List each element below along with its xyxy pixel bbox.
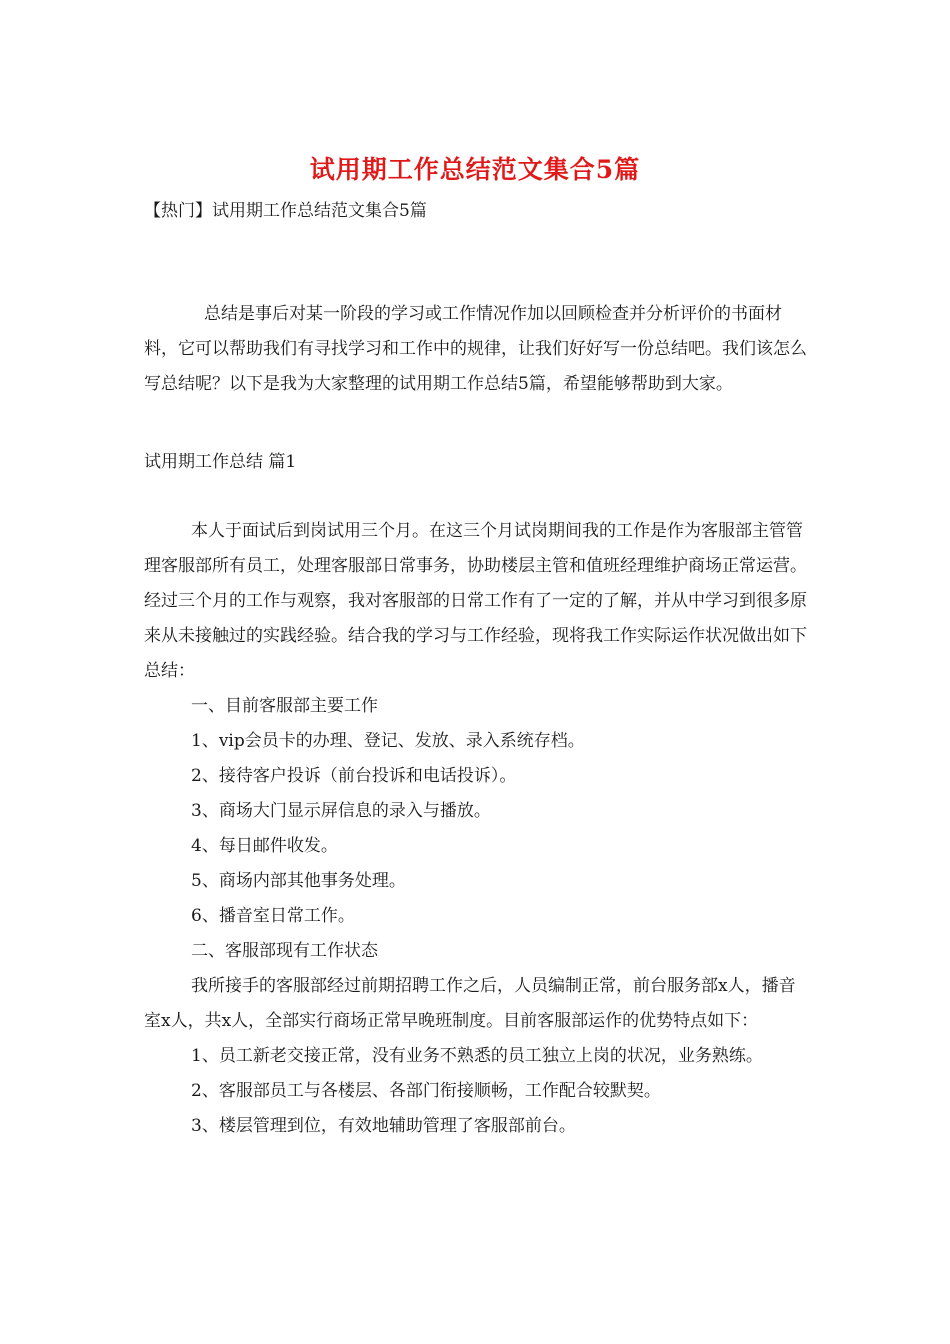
- paragraph: 本人于面试后到岗试用三个月。在这三个月试岗期间我的工作是作为客服部主管管理客服部所有员工，处理客服部日常事务，协助楼层主管和值班经理维护商场正常运营。经过三个月的工作与观察，我对客服部的日常工作有了一定的了解，并从中学习到很多原来从未接触过的实践经验。结合我的学习与工作经验，现将我工作实际运作状况做出如下总结：: [144, 521, 807, 681]
- document-title: 试用期工作总结范文集合5篇: [309, 155, 641, 184]
- paragraph: 5、商场内部其他事务处理。: [191, 871, 406, 891]
- document-subtitle: 【热门】试用期工作总结范文集合5篇: [144, 201, 427, 221]
- body-text: [144, 514, 808, 1144]
- paragraph: 4、每日邮件收发。: [191, 836, 338, 856]
- paragraph: 1、vip会员卡的办理、登记、发放、录入系统存档。: [191, 731, 585, 751]
- paragraph: 二、客服部现有工作状态: [191, 941, 378, 961]
- paragraph: 3、商场大门显示屏信息的录入与播放。: [191, 801, 491, 821]
- paragraph: 3、楼层管理到位，有效地辅助管理了客服部前台。: [191, 1116, 576, 1136]
- paragraph: 一、目前客服部主要工作: [191, 696, 378, 716]
- section-heading: 试用期工作总结 篇1: [144, 452, 297, 472]
- intro-block: [144, 297, 808, 402]
- paragraph: 2、客服部员工与各楼层、各部门衔接顺畅，工作配合较默契。: [191, 1081, 661, 1101]
- paragraph: 6、播音室日常工作。: [191, 906, 355, 926]
- intro-paragraph: 总结是事后对某一阶段的学习或工作情况作加以回顾检查并分析评价的书面材料，它可以帮助我们有寻找学习和工作中的规律，让我们好好写一份总结吧。我们该怎么写总结呢？以下是我为大家整理的试用期工作总结5篇，希望能够帮助到大家。: [144, 304, 807, 394]
- paragraph: 2、接待客户投诉（前台投诉和电话投诉）。: [191, 766, 517, 786]
- paragraph: 1、员工新老交接正常，没有业务不熟悉的员工独立上岗的状况，业务熟练。: [191, 1046, 763, 1066]
- paragraph: 我所接手的客服部经过前期招聘工作之后，人员编制正常，前台服务部x人，播音室x人，共x人，全部实行商场正常早晚班制度。目前客服部运作的优势特点如下：: [144, 976, 796, 1031]
